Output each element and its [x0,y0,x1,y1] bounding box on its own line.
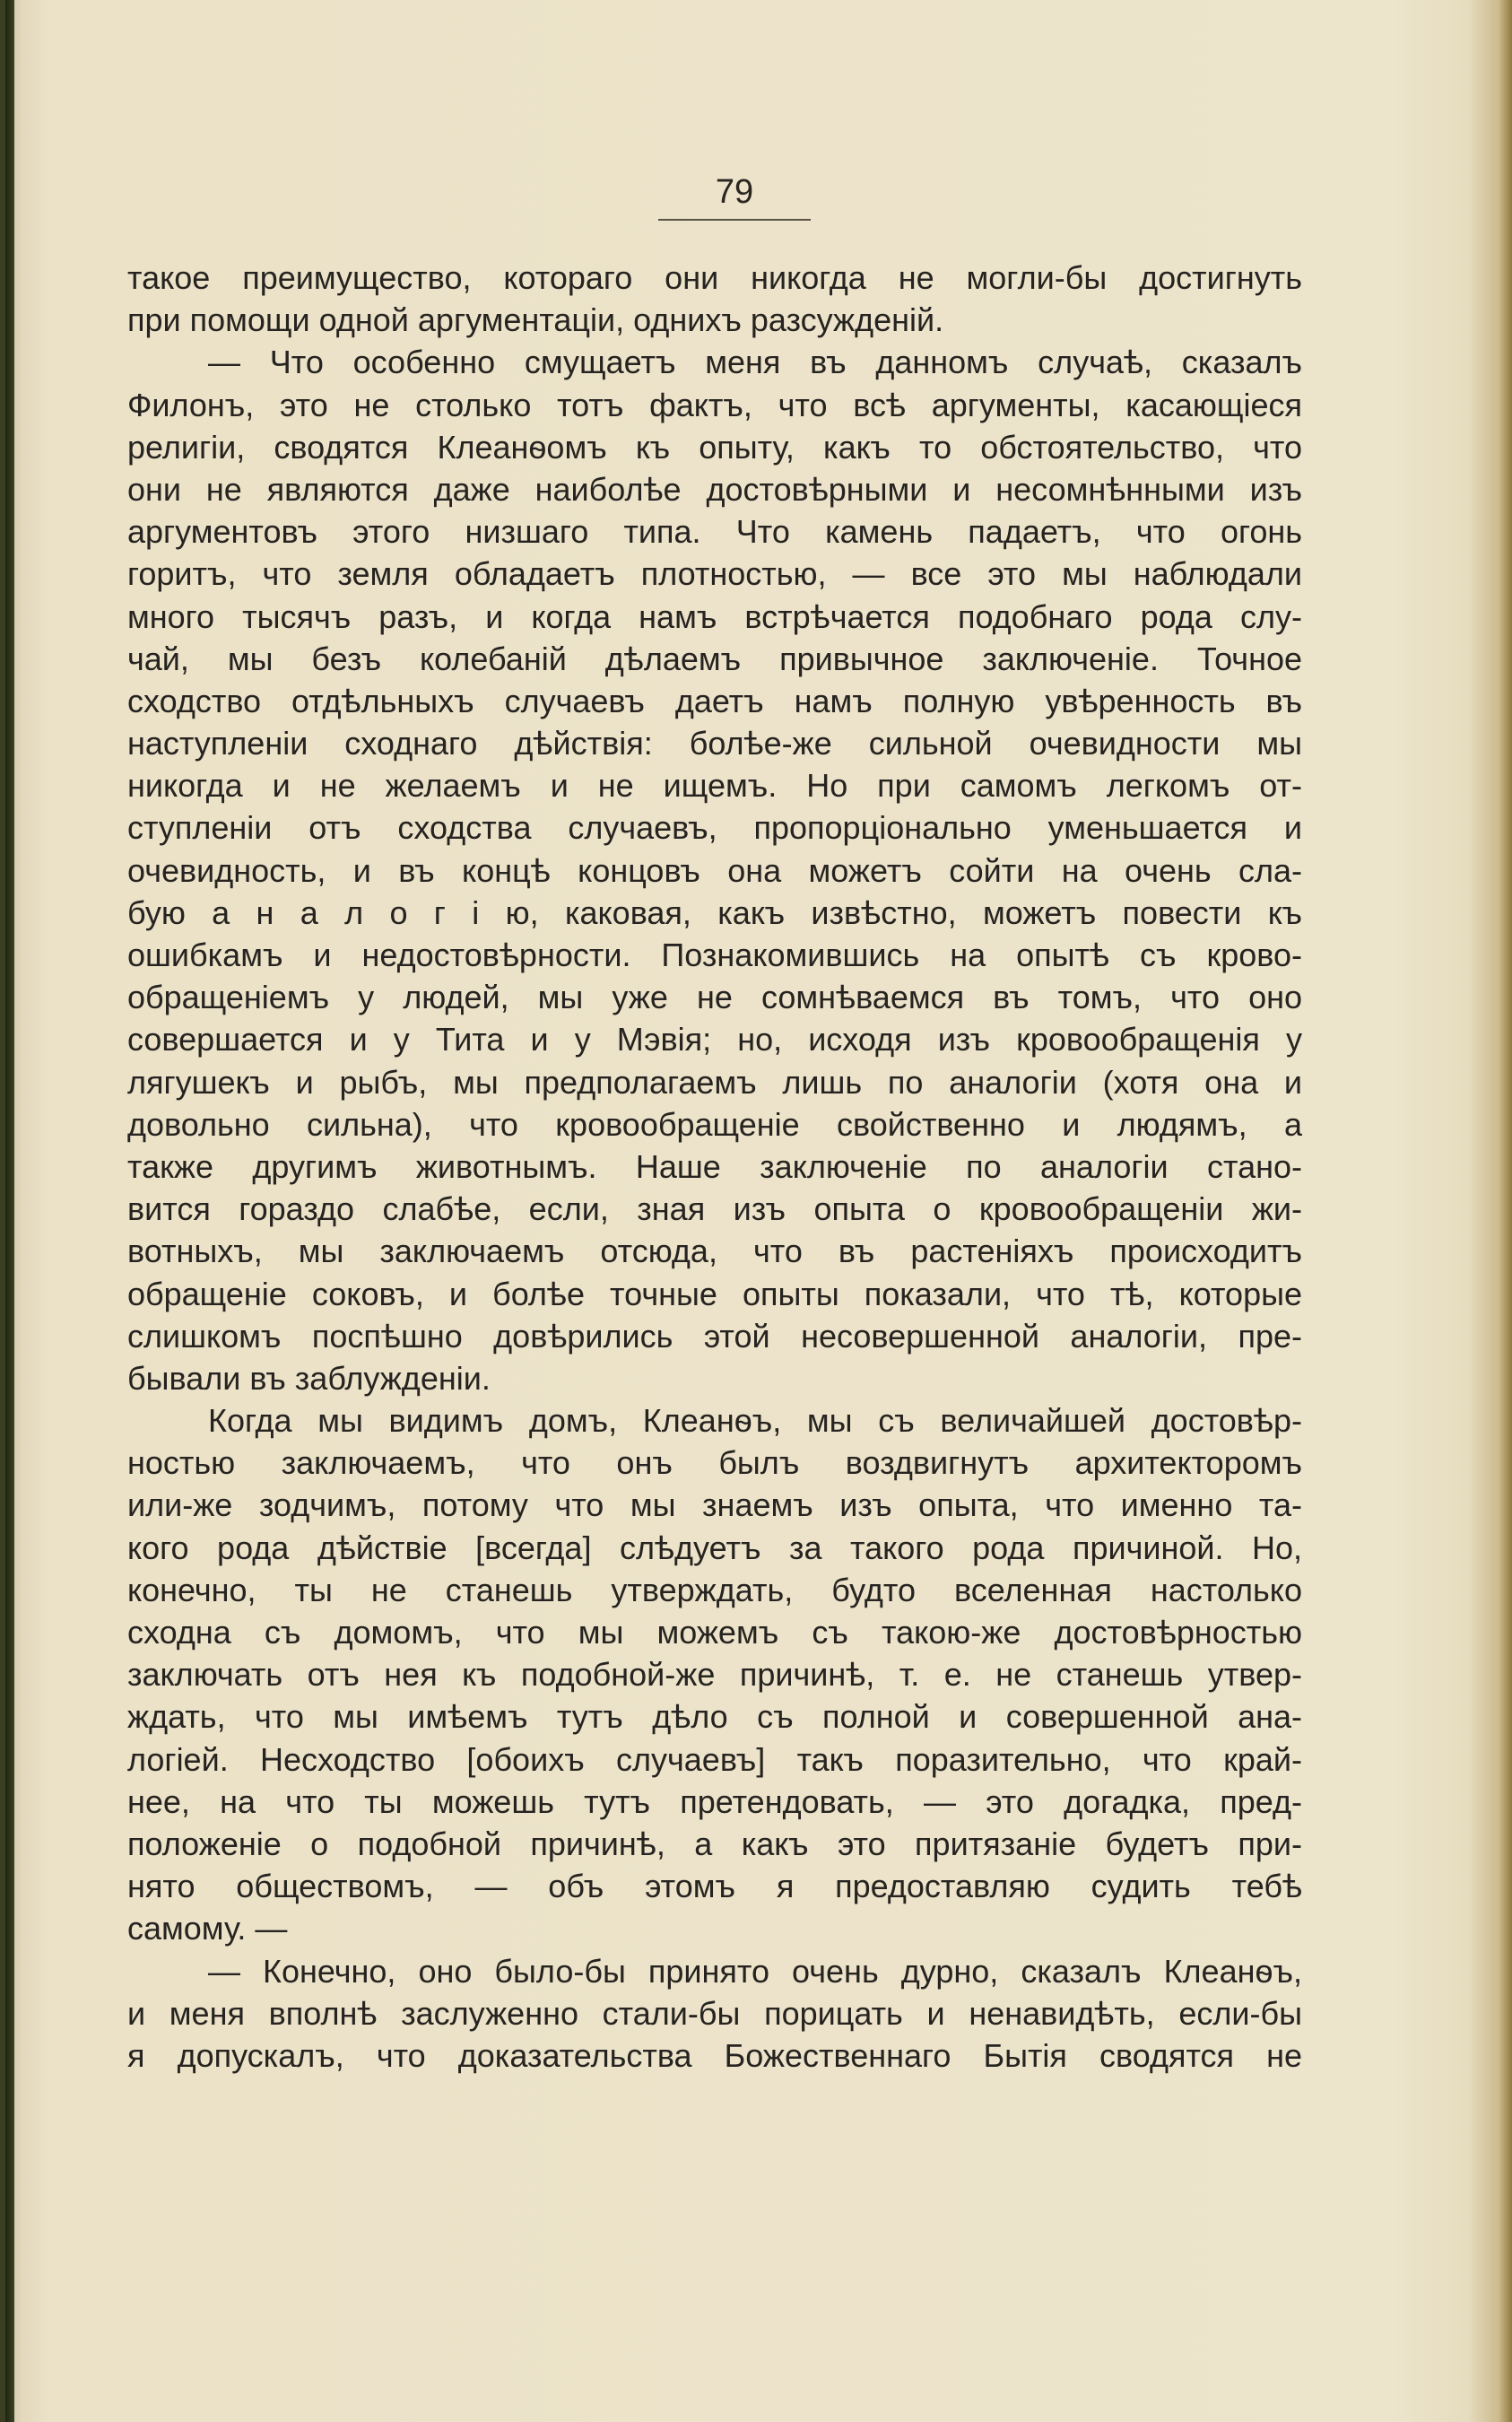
text-line: ностью заключаемъ, что онъ былъ воздвигнутъ архитекторомъ [127,1444,1302,1482]
text-line: слишкомъ поспѣшно довѣрились этой несовершенной аналогіи, пре- [127,1317,1302,1355]
text-line: нято обществомъ, — объ этомъ я предоставляю судить тебѣ [127,1868,1302,1905]
text-line: положеніе о подобной причинѣ, а какъ это притязаніе будетъ при- [127,1825,1302,1862]
text-line: Филонъ, это не столько тотъ фактъ, что всѣ аргументы, касающіеся [127,386,1302,423]
text-line: вотныхъ, мы заключаемъ отсюда, что въ растеніяхъ происходитъ [127,1233,1302,1270]
text-line: много тысячъ разъ, и когда намъ встрѣчается подобнаго рода слу- [127,597,1302,635]
text-line: обращеніемъ у людей, мы уже не сомнѣваемся въ томъ, что оно [127,979,1302,1016]
text-line: вится гораздо слабѣе, если, зная изъ опыта о кровообращеніи жи- [127,1190,1302,1228]
text-line: горитъ, что земля обладаетъ плотностью, — все это мы наблюдали [127,555,1302,593]
text-line: — Что особенно смущаетъ меня въ данномъ случаѣ, сказалъ [208,344,1302,381]
text-line: чай, мы безъ колебаній дѣлаемъ привычное заключеніе. Точное [127,640,1302,677]
text-line: и меня вполнѣ заслуженно стали-бы порицать и ненавидѣть, если-бы [127,1994,1302,2032]
text-line: ждать, что мы имѣемъ тутъ дѣло съ полной и совершенной ана- [127,1698,1302,1736]
text-line: также другимъ животнымъ. Наше заключеніе по аналогіи стано- [127,1147,1302,1185]
text-line: ошибкамъ и недостовѣрности. Познакомившись на опытѣ съ крово- [127,937,1302,973]
text-line: — Конечно, оно было-бы принято очень дурно, сказалъ Клеанѳъ, [208,1952,1302,1990]
text-line: наступленіи сходнаго дѣйствія: болѣе-же сильной очевидности мы [127,725,1302,762]
text-line: или-же зодчимъ, потому что мы знаемъ изъ опыта, что именно та- [127,1486,1302,1524]
text-line: конечно, ты не станешь утверждать, будто вселенная настолько [127,1571,1302,1608]
text-line: они не являются даже наиболѣе достовѣрными и несомнѣнными изъ [127,470,1302,508]
page-text-body [127,257,1302,2077]
text-line: обращеніе соковъ, и болѣе точные опыты показали, что тѣ, которые [127,1275,1302,1312]
text-line: аргументовъ этого низшаго типа. Что камень падаетъ, что огонь [127,513,1302,551]
text-line: самому. — [127,1910,288,1947]
text-line: бывали въ заблужденіи. [127,1359,491,1397]
text-line: сходна съ домомъ, что мы можемъ съ такою-же достовѣрностью [127,1614,1302,1651]
text-line: сходство отдѣльныхъ случаевъ даетъ намъ полную увѣренность въ [127,682,1302,719]
page-number: 79 [658,165,811,221]
text-line: нее, на что ты можешь тутъ претендовать, — это догадка, пред- [127,1782,1302,1820]
text-line: совершается и у Тита и у Мэвія; но, исходя изъ кровообращенія у [127,1021,1302,1059]
text-line: никогда и не желаемъ и не ищемъ. Но при самомъ легкомъ от- [127,767,1302,805]
book-spine-edge [5,0,14,2422]
text-line: я допускалъ, что доказательства Божественнаго Бытія сводятся не [127,2036,1302,2074]
text-line: бую а н а л о г і ю, каковая, какъ извѣстно, можетъ повести къ [127,893,1302,931]
text-line: такое преимущество, котораго они никогда не могли-бы достигнуть [127,259,1302,296]
text-line: логіей. Несходство [обоихъ случаевъ] такъ поразительно, что край- [127,1740,1302,1778]
text-line: очевидность, и въ концѣ концовъ она можетъ сойти на очень сла- [127,851,1302,889]
text-line: заключать отъ нея къ подобной-же причинѣ, т. е. не станешь утвер- [127,1656,1302,1694]
text-line: лягушекъ и рыбъ, мы предполагаемъ лишь по аналогіи (хотя она и [127,1063,1302,1101]
text-line: Когда мы видимъ домъ, Клеанѳъ, мы съ величайшей достовѣр- [208,1402,1302,1440]
text-line: религіи, сводятся Клеанѳомъ къ опыту, какъ то обстоятельство, что [127,428,1302,466]
text-line: ступленіи отъ сходства случаевъ, пропорціонально уменьшается и [127,809,1302,847]
text-line: довольно сильна), что кровообращеніе свойственно и людямъ, а [127,1105,1302,1143]
book-page [5,0,1512,2422]
text-line: кого рода дѣйствіе [всегда] слѣдуетъ за такого рода причиной. Но, [127,1529,1302,1566]
text-line: при помощи одной аргументаціи, однихъ разсужденій. [127,301,944,339]
